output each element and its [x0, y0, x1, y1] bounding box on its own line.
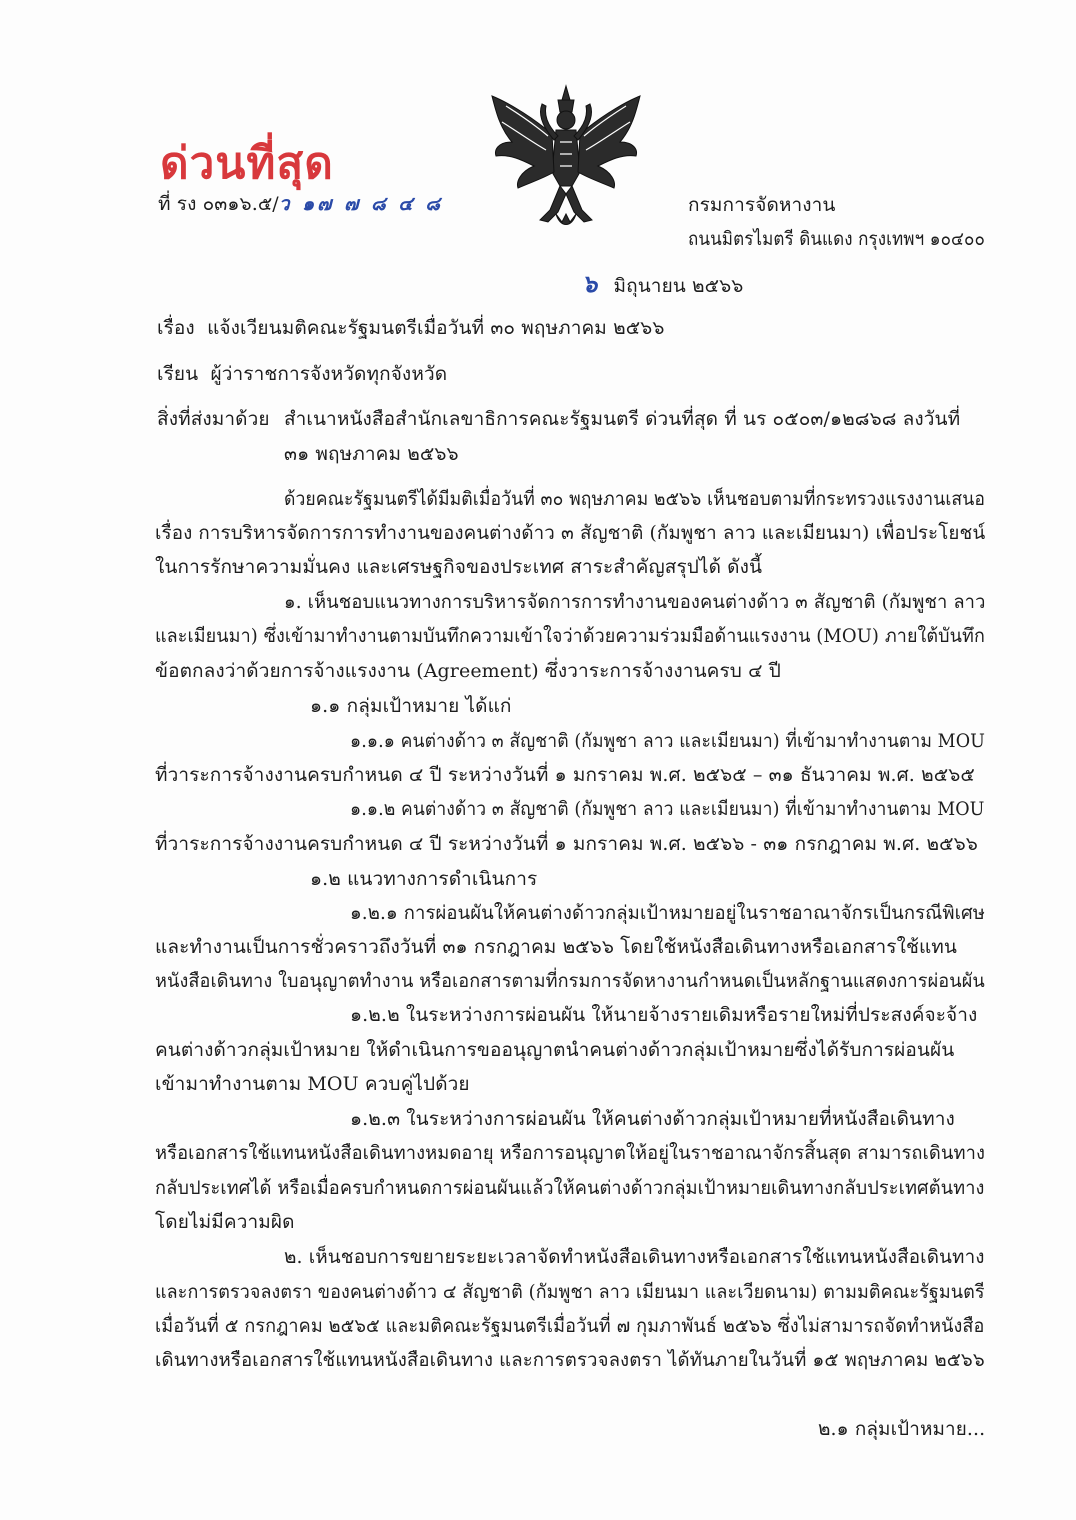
- enclosure-line-1: สำเนาหนังสือสำนักเลขาธิการคณะรัฐมนตรี ด่วนที่สุด ที่ นร ๐๕๐๓/๑๒๘๖๘ ลงวันที่: [284, 408, 961, 430]
- agency-name: กรมการจัดหางาน: [688, 194, 836, 216]
- body-line: ๑.๒ แนวทางการดำเนินการ: [310, 868, 538, 890]
- body-line: หรือเอกสารใช้แทนหนังสือเดินทางหมดอายุ หรือการอนุญาตให้อยู่ในราชอาณาจักรสิ้นสุด สามารถเดินทาง: [155, 1142, 986, 1164]
- recipient-label: เรียน: [157, 363, 199, 385]
- document-number: [158, 192, 443, 216]
- document-date: [582, 269, 744, 298]
- agency-address: ถนนมิตรไมตรี ดินแดง กรุงเทพฯ ๑๐๔๐๐: [688, 228, 985, 250]
- body-line: ๑.๑.๑ คนต่างด้าว ๓ สัญชาติ (กัมพูชา ลาว และเมียนมา) ที่เข้ามาทำงานตาม MOU: [350, 730, 986, 752]
- body-line: ข้อตกลงว่าด้วยการจ้างแรงงาน (Agreement) ซึ่งวาระการจ้างงานครบ ๔ ปี: [155, 660, 781, 682]
- document-number-handwritten: ว ๑๗ ๗ ๘ ๔ ๘: [278, 193, 443, 215]
- body-line: และการตรวจลงตรา ของคนต่างด้าว ๔ สัญชาติ (กัมพูชา ลาว เมียนมา และเวียดนาม) ตามมติคณะรัฐมนตรี: [155, 1281, 985, 1303]
- body-line: หนังสือเดินทาง ใบอนุญาตทำงาน หรือเอกสารตามที่กรมการจัดหางานกำหนดเป็นหลักฐานแสดงการผ่อนผัน: [155, 970, 985, 992]
- recipient-text: ผู้ว่าราชการจังหวัดทุกจังหวัด: [210, 363, 448, 385]
- body-line: กลับประเทศได้ หรือเมื่อครบกำหนดการผ่อนผันแล้วให้คนต่างด้าวกลุ่มเป้าหมายเดินทางกลับประเทศต้นทาง: [155, 1177, 985, 1199]
- subject-label: เรื่อง: [157, 317, 195, 339]
- date-month-year: มิถุนายน ๒๕๖๖: [613, 275, 744, 297]
- body-line: ๑.๒.๑ การผ่อนผันให้คนต่างด้าวกลุ่มเป้าหมายอยู่ในราชอาณาจักรเป็นกรณีพิเศษ: [350, 902, 986, 924]
- body-line: เมื่อวันที่ ๕ กรกฎาคม ๒๕๖๕ และมติคณะรัฐมนตรีเมื่อวันที่ ๗ กุมภาพันธ์ ๒๕๖๖ ซึ่งไม่สามารถจัดทำหนังสือ: [155, 1315, 985, 1337]
- body-line: ๑.๒.๓ ในระหว่างการผ่อนผัน ให้คนต่างด้าวกลุ่มเป้าหมายที่หนังสือเดินทาง: [350, 1108, 955, 1130]
- enclosure-line-2: ๓๑ พฤษภาคม ๒๕๖๖: [284, 443, 459, 465]
- body-line: เข้ามาทำงานตาม MOU ควบคู่ไปด้วย: [155, 1073, 470, 1095]
- continuation-marker: ๒.๑ กลุ่มเป้าหมาย...: [818, 1418, 986, 1440]
- garuda-emblem-icon: [486, 82, 646, 238]
- body-line: ๒. เห็นชอบการขยายระยะเวลาจัดทำหนังสือเดินทางหรือเอกสารใช้แทนหนังสือเดินทาง: [284, 1246, 985, 1268]
- body-line: ที่วาระการจ้างงานครบกำหนด ๔ ปี ระหว่างวันที่ ๑ มกราคม พ.ศ. ๒๕๖๖ - ๓๑ กรกฎาคม พ.ศ. ๒๕๖๖: [155, 833, 978, 855]
- body-line: และเมียนมา) ซึ่งเข้ามาทำงานตามบันทึกความเข้าใจว่าด้วยความร่วมมือด้านแรงงาน (MOU) ภายใต้บันทึก: [155, 625, 985, 647]
- body-line: ในการรักษาความมั่นคง และเศรษฐกิจของประเทศ สาระสำคัญสรุปได้ ดังนี้: [155, 556, 763, 578]
- body-line: และทำงานเป็นการชั่วคราวถึงวันที่ ๓๑ กรกฎาคม ๒๕๖๖ โดยใช้หนังสือเดินทางหรือเอกสารใช้แทน: [155, 936, 958, 958]
- body-line: ๑.๑.๒ คนต่างด้าว ๓ สัญชาติ (กัมพูชา ลาว และเมียนมา) ที่เข้ามาทำงานตาม MOU: [350, 798, 985, 820]
- body-line: ๑.๒.๒ ในระหว่างการผ่อนผัน ให้นายจ้างรายเดิมหรือรายใหม่ที่ประสงค์จะจ้าง: [350, 1004, 978, 1026]
- urgency-stamp: ด่วนที่สุด: [160, 138, 334, 189]
- body-line: โดยไม่มีความผิด: [155, 1211, 295, 1233]
- date-day-handwritten: ๖: [582, 269, 598, 298]
- subject-text: แจ้งเวียนมติคณะรัฐมนตรีเมื่อวันที่ ๓๐ พฤษภาคม ๒๕๖๖: [207, 317, 665, 339]
- body-line: เดินทางหรือเอกสารใช้แทนหนังสือเดินทาง และการตรวจลงตรา ได้ทันภายในวันที่ ๑๕ พฤษภาคม ๒๕๖๖: [155, 1349, 985, 1371]
- recipient-line: [157, 362, 447, 386]
- body-line: เรื่อง การบริหารจัดการการทำงานของคนต่างด้าว ๓ สัญชาติ (กัมพูชา ลาว และเมียนมา) เพื่อประโยชน์: [155, 522, 986, 544]
- body-line: ๑. เห็นชอบแนวทางการบริหารจัดการการทำงานของคนต่างด้าว ๓ สัญชาติ (กัมพูชา ลาว: [284, 591, 986, 613]
- enclosure-label: สิ่งที่ส่งมาด้วย: [157, 408, 270, 430]
- body-line: คนต่างด้าวกลุ่มเป้าหมาย ให้ดำเนินการขออนุญาตนำคนต่างด้าวกลุ่มเป้าหมายซึ่งได้รับการผ่อนผัน: [155, 1039, 955, 1061]
- body-line: ด้วยคณะรัฐมนตรีได้มีมติเมื่อวันที่ ๓๐ พฤษภาคม ๒๕๖๖ เห็นชอบตามที่กระทรวงแรงงานเสนอ: [284, 488, 985, 510]
- subject-line: [157, 316, 665, 340]
- body-line: ที่วาระการจ้างงานครบกำหนด ๔ ปี ระหว่างวันที่ ๑ มกราคม พ.ศ. ๒๕๖๕ – ๓๑ ธันวาคม พ.ศ. ๒๕๖๕: [155, 764, 975, 786]
- body-line: ๑.๑ กลุ่มเป้าหมาย ได้แก่: [310, 695, 512, 717]
- document-number-prefix: ที่ รง ๐๓๑๖.๕/: [158, 193, 279, 215]
